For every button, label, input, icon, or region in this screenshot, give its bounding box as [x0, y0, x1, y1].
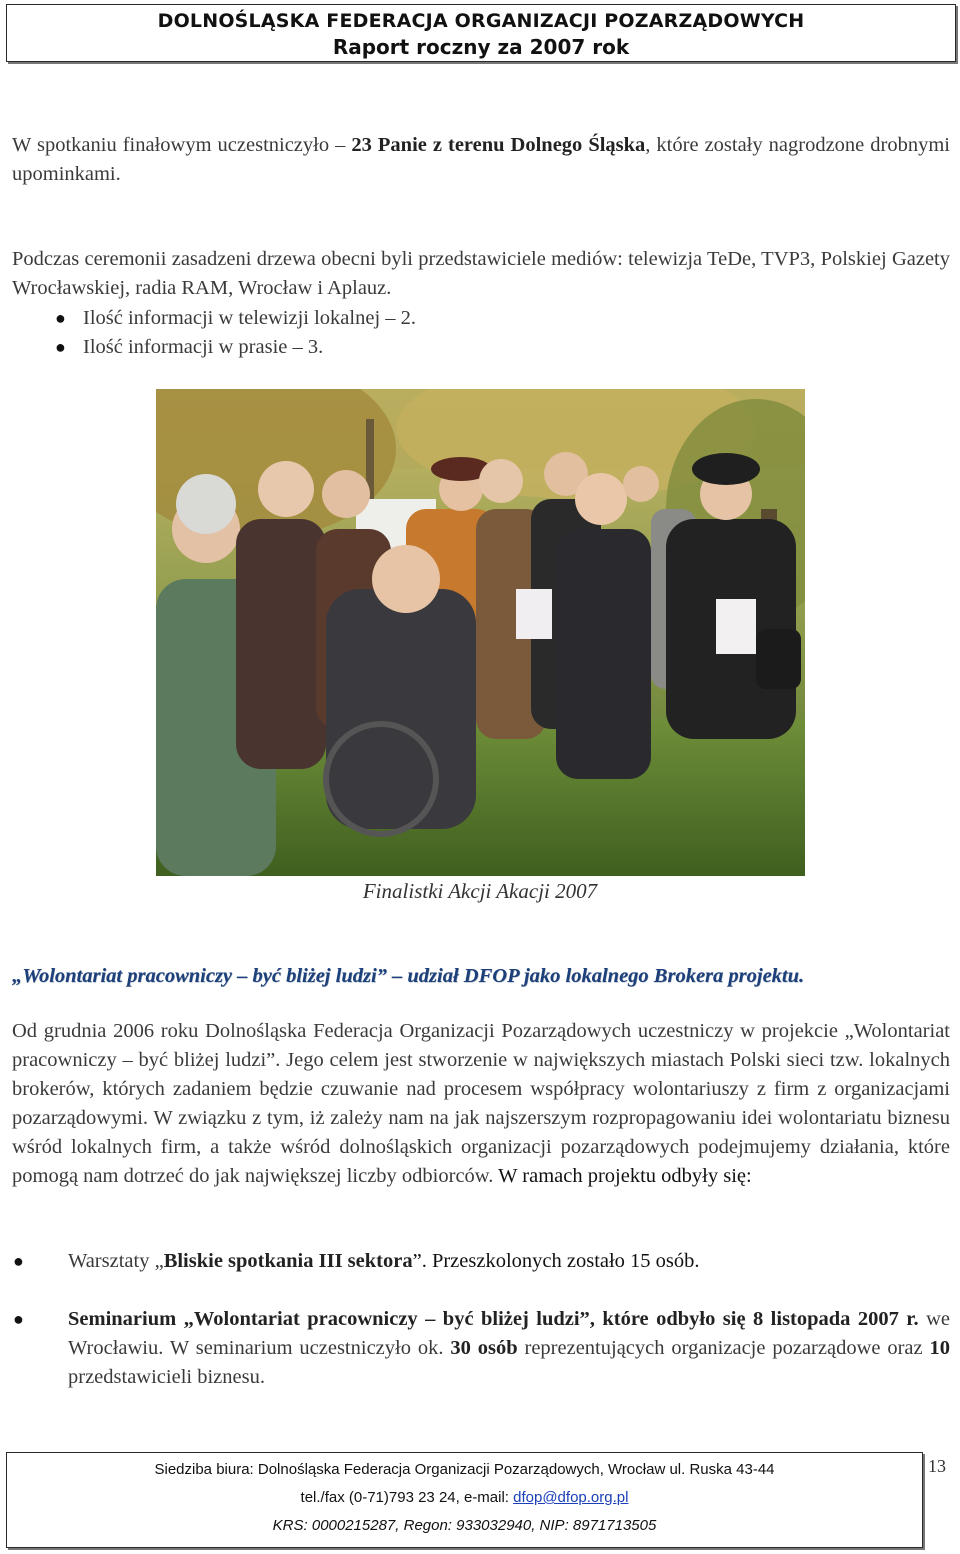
header-report-title: Raport roczny za 2007 rok	[332, 35, 630, 59]
footer-address: Siedziba biura: Dolnośląska Federacja Organizacji Pozarządowych, Wrocław ul. Ruska 43-44	[154, 1461, 775, 1478]
project-title: „Wolontariat pracowniczy – być bliżej ludzi” – udział DFOP jako lokalnego Brokera projektu.	[12, 965, 805, 987]
document-header	[6, 4, 956, 62]
paragraph-project-description: Od grudnia 2006 roku Dolnośląska Federacja Organizacji Pozarządowych uczestniczy w projekcie „Wolontariat pracowniczy – być bliżej ludzi”. Jego celem jest stworzenie w największych miastach Polski sieci tzw. lokalnych brokerów, których zadaniem będzie czuwanie nad procesem współpracy wolontariuszy z firm z organizacjami pozarządowymi. W związku z tym, iż zależy nam na jak najszerszym rozpropagowaniu idei wolontariatu biznesu wśród lokalnych firm, a także wśród dolnośląskich organizacji pozarządowych podejmujemy działania, które pomogą nam dotrzeć do jak największej liczby odbiorców. W ramach projektu odbyły się:	[12, 1020, 950, 1187]
bullet-tv-info: ● Ilość informacji w telewizji lokalnej – 2.	[83, 304, 416, 333]
bullet-dot-icon: ●	[13, 1309, 24, 1329]
bullet-press-info: ● Ilość informacji w prasie – 3.	[83, 333, 323, 362]
bullet-dot-icon: ●	[13, 1251, 24, 1271]
photo-caption: Finalistki Akcji Akacji 2007	[362, 879, 598, 903]
bullet-dot-icon: ●	[55, 337, 66, 357]
document-footer	[6, 1452, 923, 1548]
header-organization: DOLNOŚLĄSKA FEDERACJA ORGANIZACJI POZARZĄDOWYCH	[157, 10, 805, 32]
group-photo	[156, 389, 805, 876]
footer-registry: KRS: 0000215287, Regon: 933032940, NIP: 8971713505	[272, 1517, 657, 1534]
bullet-dot-icon: ●	[55, 308, 66, 328]
paragraph-final-meeting: W spotkaniu finałowym uczestniczyło – 23 Panie z terenu Dolnego Śląska, które zostały nagrodzone drobnymi upominkami.	[12, 134, 950, 185]
footer-email-link[interactable]: dfop@dfop.org.pl	[513, 1489, 629, 1506]
group-photo-illustration	[156, 389, 805, 876]
paragraph-media: Podczas ceremonii zasadzeni drzewa obecni byli przedstawiciele mediów: telewizja TeDe, TVP3, Polskiej Gazety Wrocławskiej, radia RAM, Wrocław i Aplauz.	[12, 248, 950, 299]
page-number: 13	[928, 1456, 946, 1476]
footer-contact: tel./fax (0-71)793 23 24, e-mail: dfop@dfop.org.pl	[300, 1489, 629, 1506]
bullet-warsztaty: ● Warsztaty „Bliskie spotkania III sektora”. Przeszkolonych zostało 15 osób.	[68, 1247, 948, 1276]
bullet-seminarium: ● Seminarium „Wolontariat pracowniczy – być bliżej ludzi”, które odbyło się 8 listopada 2007 r. we Wrocławiu. W seminarium uczestniczyło ok. 30 osób reprezentujących organizacje pozarządowe oraz 10 przedstawicieli biznesu.	[68, 1305, 950, 1392]
